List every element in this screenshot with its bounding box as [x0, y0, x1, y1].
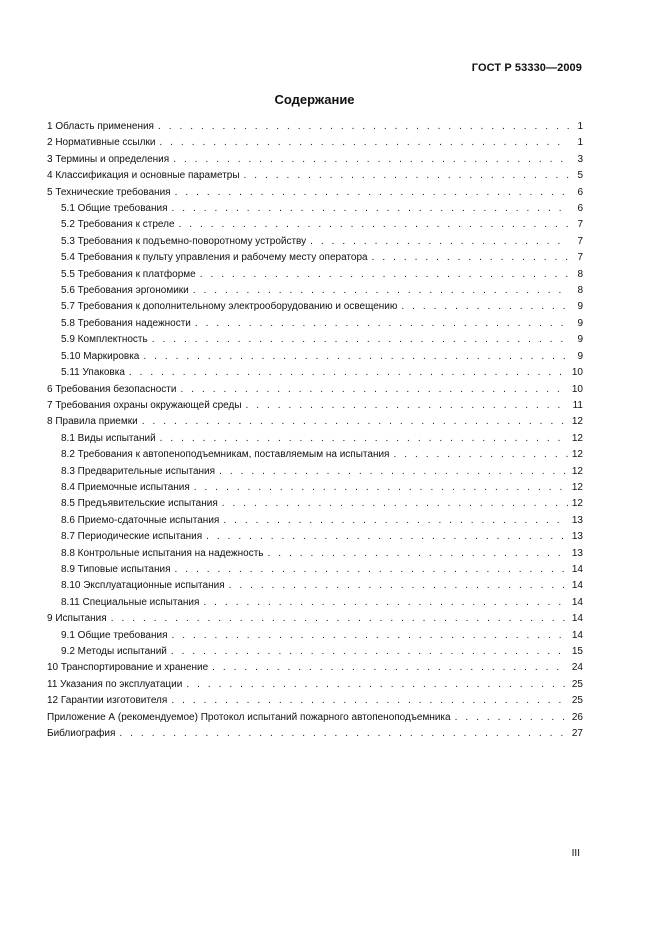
toc-entry-label: 8 Правила приемки [47, 416, 138, 428]
toc-entry-label: 2 Нормативные ссылки [47, 137, 156, 149]
toc-entry-page: 9 [577, 350, 583, 362]
toc-entry-page: 10 [571, 383, 583, 395]
toc-entry-label: 8.10 Эксплуатационные испытания [61, 580, 225, 592]
toc-entry [47, 611, 583, 627]
toc-leader-dots [393, 447, 567, 463]
toc-entry [47, 660, 583, 676]
toc-entry [47, 431, 583, 447]
toc-leader-dots [173, 152, 569, 168]
toc-entry-label: 6 Требования безопасности [47, 383, 177, 395]
toc-entry-label: 5.1 Общие требования [61, 203, 168, 215]
toc-entry-label: 5.10 Маркировка [61, 350, 140, 362]
toc-entry [47, 332, 583, 348]
toc-leader-dots [223, 513, 568, 529]
toc-entry-label: 11 Указания по эксплуатации [47, 678, 183, 690]
toc-entry-page: 8 [577, 268, 583, 280]
toc-entry-page: 12 [571, 481, 583, 493]
toc-entry-page: 12 [571, 498, 583, 510]
toc-entry-label: 8.6 Приемо-сдаточные испытания [61, 514, 220, 526]
toc-entry-label: 8.4 Приемочные испытания [61, 481, 190, 493]
toc-entry-label: 8.8 Контрольные испытания на надежность [61, 547, 264, 559]
toc-leader-dots [193, 283, 569, 299]
toc-leader-dots [171, 693, 568, 709]
toc-entry-page: 12 [571, 465, 583, 477]
toc-entry-label: 8.11 Специальные испытания [61, 596, 200, 608]
toc-entry [47, 628, 583, 644]
toc-leader-dots [172, 201, 569, 217]
toc-entry-page: 6 [577, 203, 583, 215]
toc-leader-dots [219, 464, 568, 480]
toc-entry [47, 414, 583, 430]
toc-entry-label: 8.3 Предварительные испытания [61, 465, 216, 477]
toc-entry [47, 168, 583, 184]
toc-leader-dots [172, 628, 568, 644]
toc-entry-label: 5.5 Требования к платформе [61, 268, 196, 280]
toc-leader-dots [175, 185, 569, 201]
toc-entry-label: 9.2 Методы испытаний [61, 646, 167, 657]
toc-entry-page: 13 [571, 531, 583, 543]
toc-leader-dots [200, 267, 569, 283]
toc-entry-page: 8 [577, 285, 583, 297]
toc-entry-label: 7 Требования охраны окружающей среды [47, 399, 242, 411]
toc-leader-dots [212, 660, 568, 676]
toc-entry-label: 5.2 Требования к стреле [61, 219, 175, 231]
toc-entry-page: 13 [571, 514, 583, 526]
toc-entry-page: 7 [577, 252, 583, 264]
toc-leader-dots [206, 529, 568, 545]
toc-entry-page: 12 [571, 449, 583, 461]
toc-entry [47, 217, 583, 233]
toc-leader-dots [194, 480, 568, 496]
toc-entry [47, 398, 583, 414]
toc-leader-dots [180, 382, 567, 398]
toc-entry-label: 8.9 Типовые испытания [61, 563, 171, 575]
toc-entry [47, 316, 583, 332]
toc-leader-dots [267, 546, 567, 562]
toc-leader-dots [129, 365, 568, 381]
toc-entry-page: 10 [571, 367, 583, 379]
page-number: III [571, 848, 580, 859]
toc-entry-label: 5.9 Комплектность [61, 334, 148, 346]
toc-leader-dots [195, 316, 569, 332]
toc-entry-page: 25 [571, 695, 583, 707]
document-code: ГОСТ Р 53330—2009 [471, 62, 582, 74]
toc-entry [47, 152, 583, 168]
toc-entry [47, 496, 583, 512]
toc-entry [47, 726, 583, 742]
toc-leader-dots [111, 611, 568, 627]
toc-leader-dots [186, 677, 568, 693]
toc-entry [47, 546, 583, 562]
toc-entry [47, 710, 583, 726]
toc-entry-label: 5.4 Требования к пульту управления и рабочему месту оператора [61, 252, 368, 264]
toc-entry-page: 9 [577, 301, 583, 313]
toc-entry [47, 529, 583, 545]
toc-entry [47, 644, 583, 660]
toc-leader-dots [203, 595, 567, 611]
toc-entry [47, 447, 583, 463]
toc-entry-label: 5.6 Требования эргономики [61, 285, 189, 297]
toc-entry-page: 27 [571, 728, 583, 740]
toc-entry-label: 4 Классификация и основные параметры [47, 170, 240, 182]
toc-entry-page: 26 [571, 711, 583, 723]
toc-entry [47, 349, 583, 365]
toc-entry-page: 15 [571, 646, 583, 657]
toc-leader-dots [142, 414, 568, 430]
toc-entry-label: 8.7 Периодические испытания [61, 531, 203, 543]
toc-entry [47, 119, 583, 135]
toc-leader-dots [179, 217, 569, 233]
toc-entry-label: Библиография [47, 728, 116, 740]
toc-entry-label: 9.1 Общие требования [61, 629, 168, 641]
toc-entry [47, 513, 583, 529]
toc-entry-page: 12 [571, 416, 583, 428]
toc-entry-page: 5 [577, 170, 583, 182]
toc-entry-page: 9 [577, 334, 583, 346]
toc-leader-dots [401, 299, 569, 315]
toc-entry-label: 5.3 Требования к подъемно-поворотному устройству [61, 235, 307, 247]
toc-leader-dots [246, 398, 569, 414]
toc-entry-page: 7 [577, 219, 583, 231]
toc-entry-page: 11 [572, 399, 583, 411]
toc-entry-page: 14 [571, 580, 583, 592]
toc-entry-page: 14 [571, 596, 583, 608]
toc-entry [47, 595, 583, 611]
toc-entry-page: 1 [577, 121, 583, 132]
toc-entry [47, 283, 583, 299]
toc-entry [47, 382, 583, 398]
toc-entry-page: 1 [577, 137, 583, 149]
toc-entry-label: 5.11 Упаковка [61, 367, 125, 379]
toc-leader-dots [175, 562, 568, 578]
toc-entry [47, 480, 583, 496]
toc-entry-label: 5.8 Требования надежности [61, 317, 191, 329]
toc-entry-label: 8.5 Предъявительские испытания [61, 498, 218, 510]
toc-entry-page: 9 [577, 317, 583, 329]
toc-leader-dots [244, 168, 569, 184]
toc-entry [47, 464, 583, 480]
toc-entry [47, 201, 583, 217]
toc-leader-dots [152, 332, 569, 348]
toc-entry [47, 578, 583, 594]
toc-entry-page: 14 [571, 629, 583, 641]
toc-leader-dots [455, 710, 568, 726]
toc-leader-dots [229, 578, 568, 594]
toc-entry-page: 6 [577, 186, 583, 198]
toc-leader-dots [160, 431, 568, 447]
toc-entry-page: 25 [571, 678, 583, 690]
toc-title: Содержание [274, 92, 355, 107]
toc-entry [47, 693, 583, 709]
toc-entry-label: 8.2 Требования к автопеноподъемникам, поставляемым на испытания [61, 449, 390, 461]
toc-entry [47, 267, 583, 283]
toc-entry-label: 8.1 Виды испытаний [61, 432, 156, 444]
toc-entry-page: 7 [577, 235, 583, 247]
toc-entry-page: 14 [571, 613, 583, 625]
toc-entry [47, 250, 583, 266]
toc-entry-page: 24 [571, 662, 583, 674]
table-of-contents [47, 119, 583, 742]
toc-entry-page: 13 [571, 547, 583, 559]
toc-entry-label: 12 Гарантии изготовителя [47, 695, 168, 707]
toc-entry [47, 185, 583, 201]
toc-entry-label: Приложение А (рекомендуемое) Протокол испытаний пожарного автопеноподъемника [47, 711, 451, 723]
toc-entry-label: 3 Термины и определения [47, 153, 170, 165]
toc-entry [47, 677, 583, 693]
toc-leader-dots [310, 234, 569, 250]
toc-leader-dots [159, 135, 569, 151]
toc-leader-dots [158, 119, 569, 135]
toc-leader-dots [171, 644, 568, 660]
toc-entry [47, 365, 583, 381]
toc-entry-page: 12 [571, 432, 583, 444]
toc-entry-label: 5.7 Требования к дополнительному электрооборудованию и освещению [61, 301, 398, 313]
toc-entry [47, 135, 583, 151]
toc-leader-dots [372, 250, 569, 266]
toc-entry-label: 5 Технические требования [47, 186, 171, 198]
toc-entry-label: 9 Испытания [47, 613, 107, 625]
toc-entry [47, 562, 583, 578]
toc-entry-label: 10 Транспортирование и хранение [47, 662, 209, 674]
toc-leader-dots [222, 496, 568, 512]
toc-entry-page: 14 [571, 563, 583, 575]
toc-leader-dots [119, 726, 567, 742]
toc-leader-dots [143, 349, 569, 365]
toc-entry-page: 3 [577, 153, 583, 165]
toc-entry [47, 234, 583, 250]
toc-entry [47, 299, 583, 315]
toc-entry-label: 1 Область применения [47, 121, 154, 132]
